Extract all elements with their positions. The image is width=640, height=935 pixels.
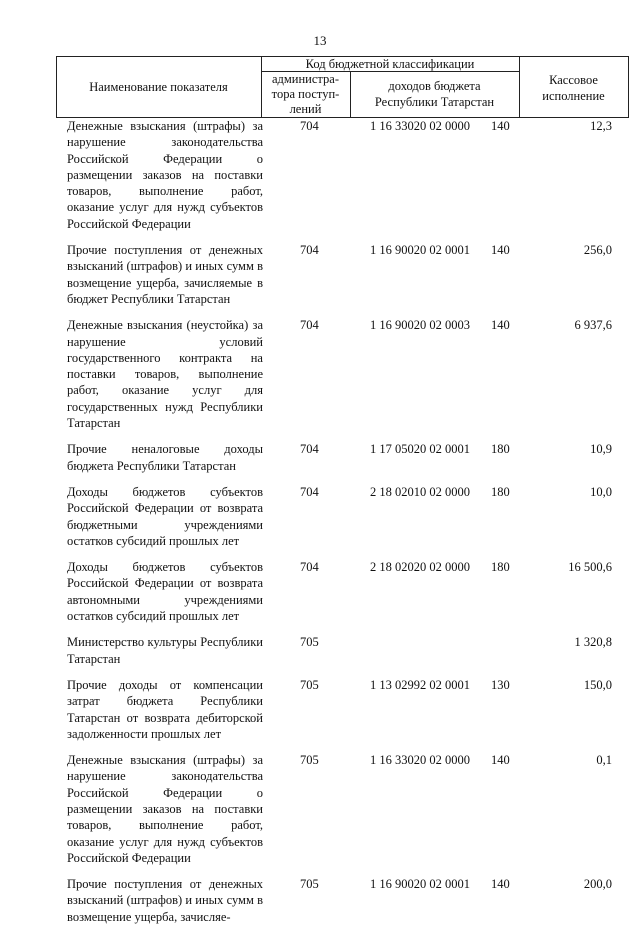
row-name: Прочие поступления от денежных взысканий (штрафов) и иных сумм в возмещение ущерба, зачисляе- <box>67 877 263 924</box>
page-number: 13 <box>313 33 327 48</box>
row-admin-code: 704 <box>300 243 319 258</box>
row-admin-code: 704 <box>300 318 319 333</box>
row-type-code: 180 <box>491 442 510 457</box>
row-admin-code: 704 <box>300 484 319 499</box>
row-name: Доходы бюджетов субъектов Российской Федерации от возврата автономными учреждениями остатков субсидий прошлых лет <box>67 560 263 624</box>
row-amount: 256,0 <box>583 243 612 258</box>
table-row <box>0 559 640 624</box>
row-income-code: 1 17 05020 02 0001 <box>370 442 470 457</box>
row-income-code: 2 18 02010 02 0000 <box>370 484 470 499</box>
row-amount: 12,3 <box>590 119 612 133</box>
table-row <box>0 876 640 925</box>
row-name: Прочие неналоговые доходы бюджета Республики Татарстан <box>67 442 263 473</box>
row-admin-code: 704 <box>300 442 319 457</box>
table-body <box>0 118 640 935</box>
row-name: Прочие доходы от компенсации затрат бюджета Республики Татарстан от возврата дебиторской задолженности прошлых лет <box>67 677 263 741</box>
table-row <box>0 484 640 549</box>
header-right-border <box>628 56 629 118</box>
row-income-code: 1 16 90020 02 0003 <box>370 318 470 333</box>
table-row <box>0 752 640 866</box>
row-name: Министерство культуры Республики Татарстан <box>67 635 263 666</box>
row-income-code: 1 13 02992 02 0001 <box>370 677 470 692</box>
row-amount: 10,9 <box>590 442 612 457</box>
header-name-label: Наименование показателя <box>89 80 228 94</box>
row-type-code: 140 <box>491 243 510 258</box>
row-name: Денежные взыскания (штрафы) за нарушение законодательства Российской Федерации о размещении заказов на поставки товаров, выполнение работ, оказание услуг для нужд субъектов Российской Федерации <box>67 119 263 231</box>
row-amount: 1 320,8 <box>574 635 612 650</box>
table-row <box>0 118 640 232</box>
row-amount: 200,0 <box>583 877 612 892</box>
row-admin-code: 705 <box>300 635 319 650</box>
row-admin-code: 705 <box>300 877 319 892</box>
row-income-code: 1 16 90020 02 0001 <box>370 243 470 258</box>
row-type-code: 140 <box>491 119 510 133</box>
row-amount: 6 937,6 <box>574 318 612 333</box>
row-income-code: 2 18 02020 02 0000 <box>370 560 470 575</box>
header-amount-label: Кассовое исполнение <box>542 73 605 103</box>
row-admin-code: 705 <box>300 677 319 692</box>
row-type-code: 140 <box>491 753 510 768</box>
row-admin-code: 705 <box>300 753 319 768</box>
row-type-code: 180 <box>491 560 510 575</box>
row-name: Прочие поступления от денежных взысканий (штрафов) и иных сумм в возмещение ущерба, зачисляемые в бюджет Республики Татарстан <box>67 243 263 306</box>
table-row <box>0 441 640 474</box>
row-admin-code: 704 <box>300 560 319 575</box>
row-income-code: 1 16 33020 02 0000 <box>370 119 470 133</box>
row-amount: 10,0 <box>590 484 612 499</box>
header-code-group-label: Код бюджетной классификации <box>305 57 475 71</box>
table-header <box>56 56 629 118</box>
row-name: Денежные взыскания (неустойка) за нарушение условий государственного контракта на поставки товаров, выполнение работ, оказание услуг для государственных нужд Республики Татарстан <box>67 318 263 431</box>
row-admin-code: 704 <box>300 119 319 133</box>
row-amount: 16 500,6 <box>568 560 612 575</box>
table-row <box>0 634 640 667</box>
row-amount: 150,0 <box>583 677 612 692</box>
row-type-code: 180 <box>491 484 510 499</box>
row-income-code: 1 16 90020 02 0001 <box>370 877 470 892</box>
header-income-label: доходов бюджета Республики Татарстан <box>374 79 495 109</box>
table-row <box>0 677 640 742</box>
row-income-code: 1 16 33020 02 0000 <box>370 753 470 768</box>
row-name: Денежные взыскания (штрафы) за нарушение законодательства Российской Федерации о размещении заказов на поставки товаров, выполнение работ, оказание услуг для нужд субъектов Российской Федерации <box>67 753 263 865</box>
table-row <box>0 242 640 307</box>
table-row <box>0 317 640 431</box>
row-type-code: 130 <box>491 677 510 692</box>
row-name: Доходы бюджетов субъектов Российской Федерации от возврата бюджетными учреждениями остатков субсидий прошлых лет <box>67 484 263 548</box>
row-amount: 0,1 <box>596 753 612 768</box>
row-type-code: 140 <box>491 318 510 333</box>
header-admin-label: администра- тора поступ- лений <box>271 72 340 116</box>
row-type-code: 140 <box>491 877 510 892</box>
